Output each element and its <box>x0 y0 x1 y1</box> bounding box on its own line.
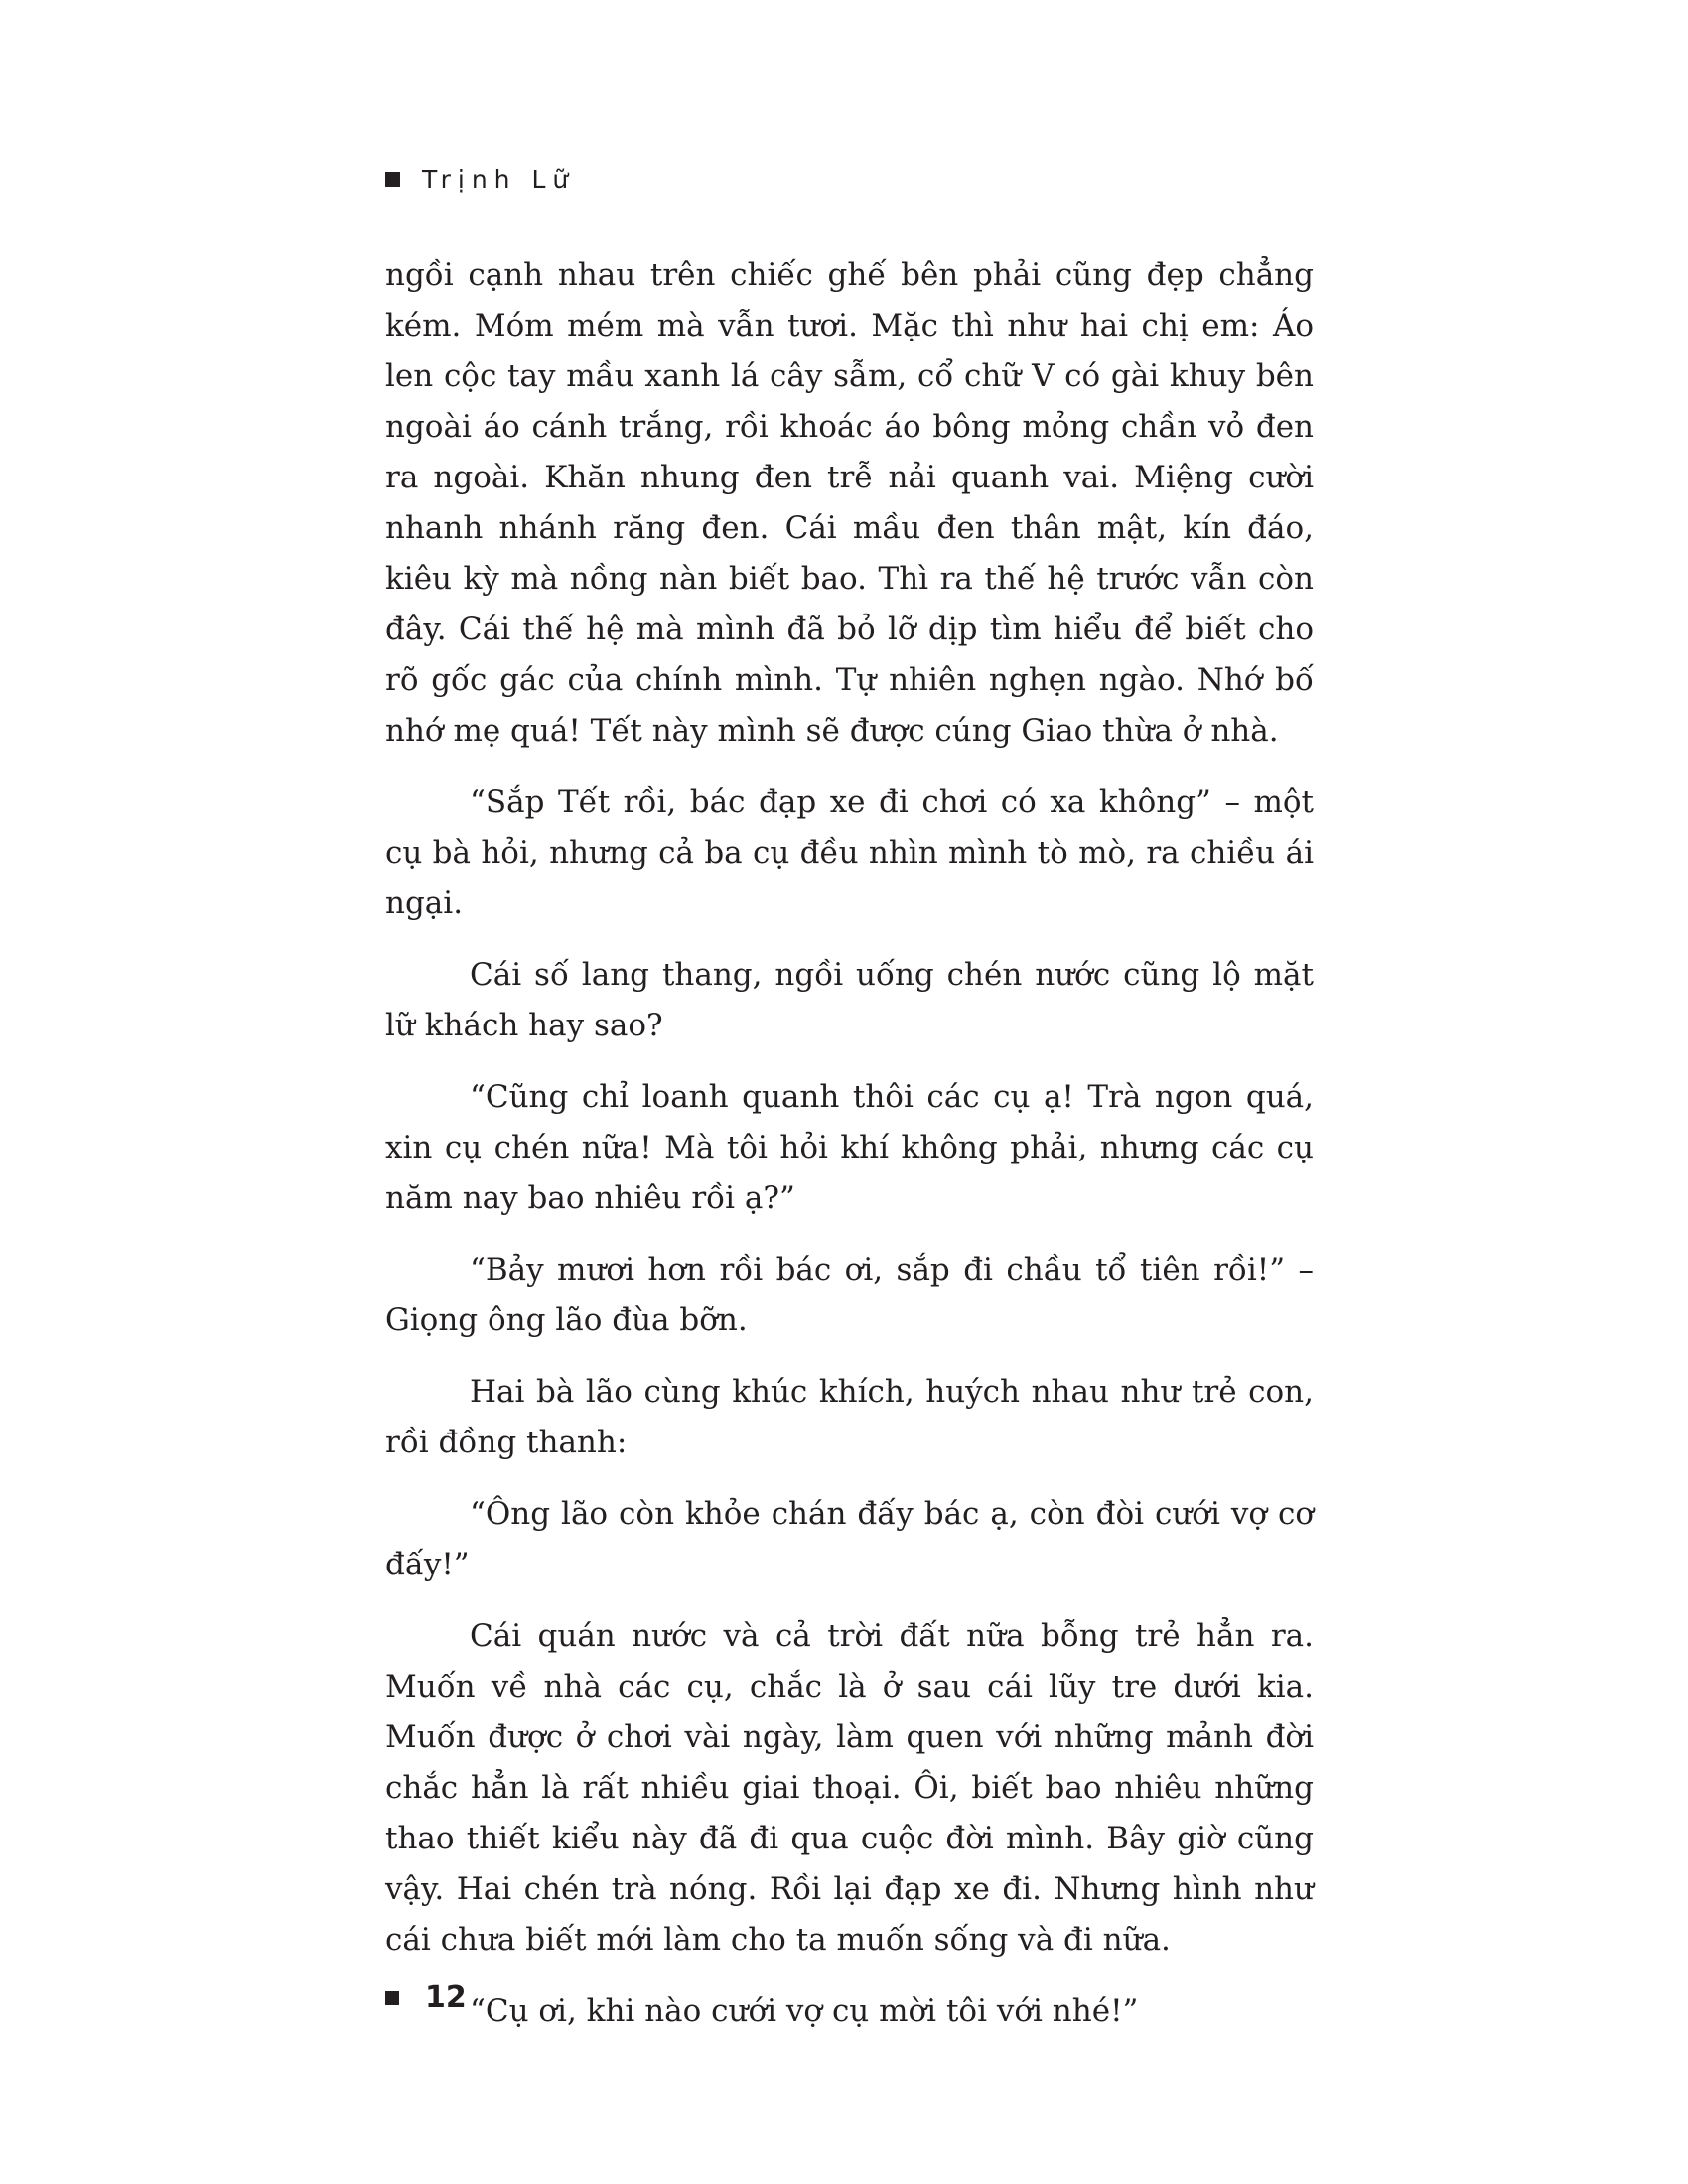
paragraph-6: Hai bà lão cùng khúc khích, huých nhau như trẻ con, rồi đồng thanh: <box>385 1374 1314 1460</box>
page-footer <box>385 1980 467 2015</box>
paragraph-2: “Sắp Tết rồi, bác đạp xe đi chơi có xa không” – một cụ bà hỏi, nhưng cả ba cụ đều nhìn mình tò mò, ra chiều ái ngại. <box>385 784 1314 921</box>
page-number: 12 <box>425 1980 467 2015</box>
paragraph-1: ngồi cạnh nhau trên chiếc ghế bên phải cũng đẹp chẳng kém. Móm mém mà vẫn tươi. Mặc thì như hai chị em: Áo len cộc tay mầu xanh lá cây sẫm, cổ chữ V có gài khuy bên ngoài áo cánh trắng, rồi khoác áo bông mỏng chần vỏ đen ra ngoài. Khăn nhung đen trễ nải quanh vai. Miệng cười nhanh nhánh răng đen. Cái mầu đen thân mật, kín đáo, kiêu kỳ mà nồng nàn biết bao. Thì ra thế hệ trước vẫn còn đây. Cái thế hệ mà mình đã bỏ lỡ dịp tìm hiểu để biết cho rõ gốc gác của chính mình. Tự nhiên nghẹn ngào. Nhớ bố nhớ mẹ quá! Tết này mình sẽ được cúng Giao thừa ở nhà. <box>385 257 1314 749</box>
paragraph-3: Cái số lang thang, ngồi uống chén nước cũng lộ mặt lữ khách hay sao? <box>385 957 1314 1043</box>
running-header <box>385 165 575 194</box>
footer-square-bullet <box>385 1991 399 2005</box>
header-square-bullet <box>385 172 400 187</box>
paragraph-9: “Cụ ơi, khi nào cưới vợ cụ mời tôi với nhé!” <box>470 1993 1139 2029</box>
paragraph-5: “Bảy mươi hơn rồi bác ơi, sắp đi chầu tổ tiên rồi!” – Giọng ông lão đùa bỡn. <box>385 1252 1314 1338</box>
author-name: Trịnh Lữ <box>422 165 576 194</box>
paragraph-7: “Ông lão còn khỏe chán đấy bác ạ, còn đòi cưới vợ cơ đấy!” <box>385 1496 1314 1582</box>
paragraph-4: “Cũng chỉ loanh quanh thôi các cụ ạ! Trà ngon quá, xin cụ chén nữa! Mà tôi hỏi khí không phải, nhưng các cụ năm nay bao nhiêu rồi ạ?” <box>385 1079 1314 1216</box>
body-text <box>385 250 1314 2058</box>
paragraph-8: Cái quán nước và cả trời đất nữa bỗng trẻ hẳn ra. Muốn về nhà các cụ, chắc là ở sau cái lũy tre dưới kia. Muốn được ở chơi vài ngày, làm quen với những mảnh đời chắc hẳn là rất nhiều giai thoại. Ôi, biết bao nhiêu những thao thiết kiểu này đã đi qua cuộc đời mình. Bây giờ cũng vậy. Hai chén trà nóng. Rồi lại đạp xe đi. Nhưng hình như cái chưa biết mới làm cho ta muốn sống và đi nữa. <box>385 1618 1314 1958</box>
